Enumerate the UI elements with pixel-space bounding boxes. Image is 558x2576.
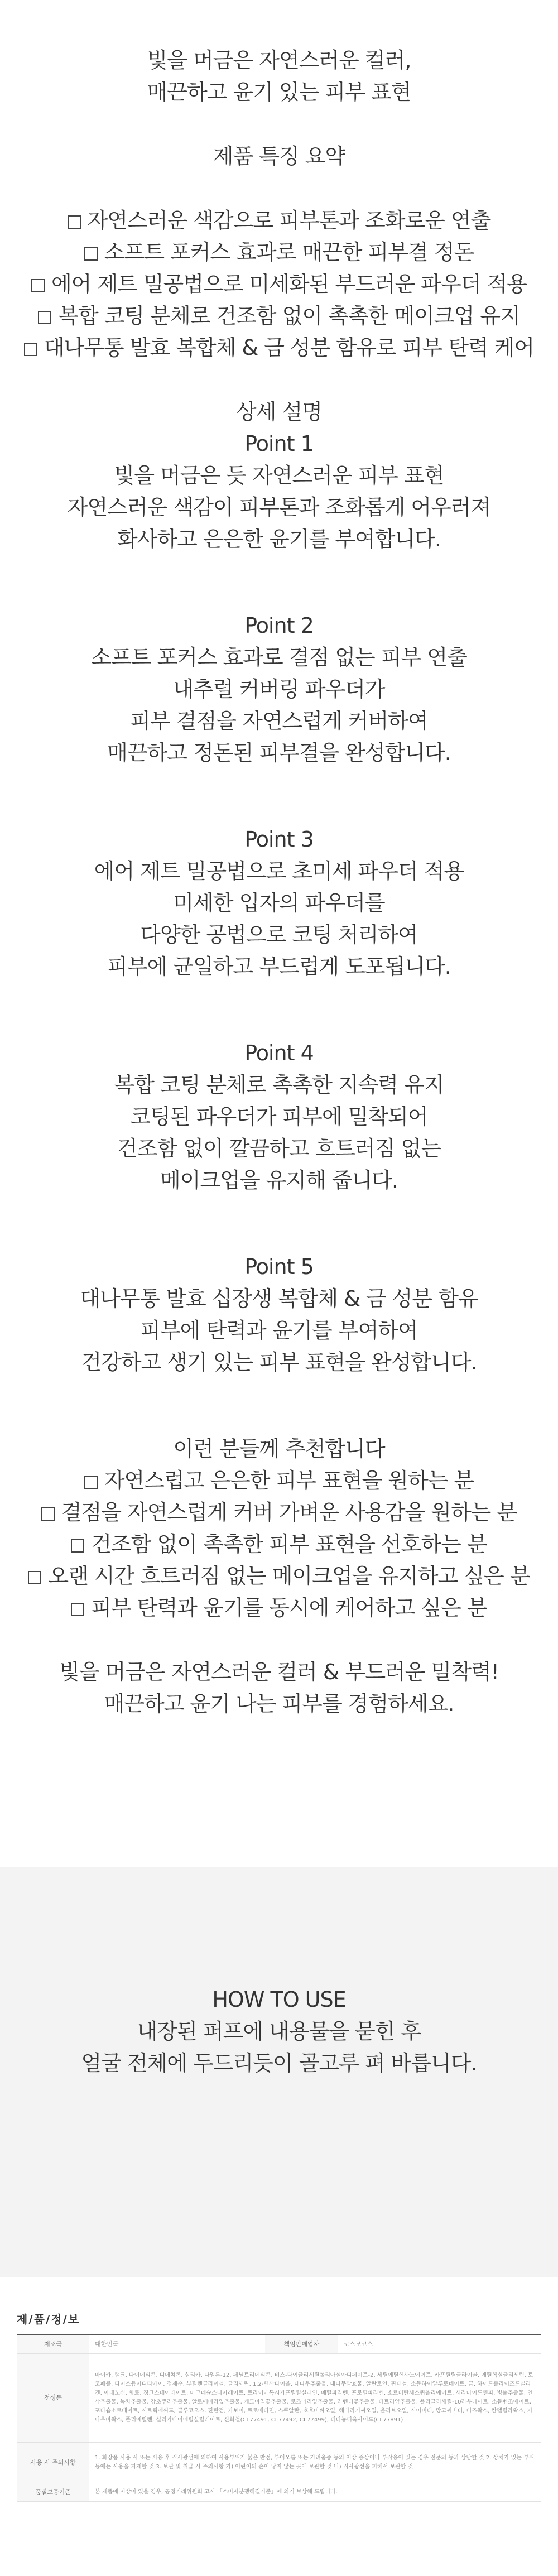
point-line: 메이크업을 유지해 줍니다. <box>160 1168 398 1193</box>
point-line: 미세한 입자의 파우더를 <box>173 891 385 915</box>
point-line: 코팅된 파우더가 피부에 밀착되어 <box>130 1104 428 1129</box>
headline-line-1: 빛을 머금은 자연스러운 컬러, <box>147 48 411 73</box>
point-line: 에어 제트 밀공법으로 초미세 파우더 적용 <box>94 859 464 883</box>
checkbox-icon <box>38 311 51 324</box>
how-to-use-line: 얼굴 전체에 두드리듯이 골고루 펴 바릅니다. <box>81 2051 477 2075</box>
table-row <box>17 2335 541 2354</box>
product-info-title: 제/품/정/보 <box>17 2313 80 2326</box>
product-info-table <box>17 2334 541 2502</box>
ingredients-value: 마이카, 탤크, 다이메티콘, 디메치콘, 실리카, 나일론-12, 페닐트리메티콘, 비스-다이글리세릴폴리아실아디페이트-2, 세틸에틸헥사노에이트, 카프릴릴글라이콜, 에틸헥실글리세린, 토코페롤, 다이소듐이디티에이, 정제수, 부틸렌글라이콜, 글리세린, 1,2-헥산다이올, 대나무추출물, 대나무발효물, 알란토인, 판테놀, 소듐하이알루로네이트, 금, 하이드롤라이즈드콜라겐, 아데노신, 향료, 징크스테아레이트, 마그네슘스테아레이트, 트라이에톡시카프릴릴실레인, 메틸파라벤, 프로필파라벤, 소르비탄세스퀴올리에이트, 세라마이드엔피, 병풀추출물, 인삼추출물, 녹차추출물, 감초뿌리추출물, 알로에베라잎추출물, 캐모마일꽃추출물, 로즈마리잎추출물, 라벤더꽃추출물, 티트리잎추출물, 폴리글리세릴-10라우레이트, 소듐벤조에이트, 포타슘소르베이트, 시트릭애씨드, 글루코오스, 잔탄검, 카보머, 트로메타민, 스쿠알란, 호호바씨오일, 해바라기씨오일, 올리브오일, 시어버터, 망고씨버터, 비즈왁스, 칸델릴라왁스, 카나우바왁스, 폴리에틸렌, 실리카다이메틸실릴레이트, 산화철(CI 77491, CI 77492, CI 77499), 티타늄디옥사이드(CI 77891) <box>89 2354 541 2443</box>
recommend-item: 결점을 자연스럽게 커버 가벼운 사용감을 원하는 분 <box>0 1497 558 1529</box>
point-line: 피부에 탄력과 윤기를 부여하여 <box>140 1318 418 1343</box>
point-line: 화사하고 은은한 윤기를 부여합니다. <box>117 527 441 551</box>
checkbox-icon <box>24 343 37 356</box>
point-line: 내추럴 커버링 파우더가 <box>173 677 385 701</box>
point-line: 복합 코팅 분체로 촉촉한 지속력 유지 <box>114 1073 444 1097</box>
standard-label: 품질보증기준 <box>17 2483 89 2502</box>
summary-item: 에어 제트 밀공법으로 미세화된 부드러운 파우더 적용 <box>0 268 558 300</box>
checkbox-icon <box>28 1571 41 1584</box>
summary-item: 소프트 포커스 효과로 매끈한 피부결 정돈 <box>0 237 558 268</box>
recommend-title: 이런 분들께 추천합니다 <box>173 1436 385 1461</box>
point-label: Point 3 <box>244 827 314 852</box>
table-row <box>17 2354 541 2443</box>
summary-item: 대나무통 발효 복합체 & 금 성분 함유로 피부 탄력 케어 <box>0 332 558 364</box>
detail-title: 상세 설명 <box>236 400 322 424</box>
checkbox-icon <box>41 1507 55 1521</box>
recommend-item: 자연스럽고 은은한 피부 표현을 원하는 분 <box>0 1465 558 1497</box>
point-line: 빛을 머금은 듯 자연스러운 피부 표현 <box>114 463 444 488</box>
seller-value: 코스모코스 <box>338 2335 541 2354</box>
point-label: Point 1 <box>244 431 314 456</box>
point-line: 소프트 포커스 효과로 결점 없는 피부 연출 <box>91 645 467 670</box>
checkbox-icon <box>31 279 45 292</box>
how-to-use-section <box>0 1867 558 2277</box>
point-line: 자연스러운 색감이 피부톤과 조화롭게 어우러져 <box>67 495 491 520</box>
point-line: 매끈하고 정돈된 피부결을 완성합니다. <box>107 741 451 765</box>
checkbox-icon <box>71 1539 84 1553</box>
headline-line-2: 매끈하고 윤기 있는 피부 표현 <box>147 80 411 104</box>
table-row <box>17 2483 541 2502</box>
origin-label: 제조국 <box>17 2335 89 2354</box>
point-label: Point 4 <box>244 1041 314 1065</box>
ingredients-label: 전성분 <box>17 2354 89 2443</box>
closing-line-1: 빛을 머금은 자연스러운 컬러 & 부드러운 밀착력! <box>59 1660 499 1684</box>
how-to-use-title: HOW TO USE <box>212 1987 346 2012</box>
checkbox-icon <box>84 247 98 261</box>
point-line: 피부 결점을 자연스럽게 커버하여 <box>130 709 428 733</box>
summary-item: 복합 코팅 분체로 건조함 없이 촉촉한 메이크업 유지 <box>0 300 558 332</box>
caution-value: 1. 화장품 사용 시 또는 사용 후 직사광선에 의하여 사용부위가 붉은 반점, 부어오름 또는 가려움증 등의 이상 증상이나 부작용이 있는 경우 전문의 등과 상담할 것 2. 상처가 있는 부위 등에는 사용을 자제할 것 3. 보관 및 취급 시 주의사항 가) 어린이의 손이 닿지 않는 곳에 보관할 것 나) 직사광선을 피해서 보관할 것 <box>89 2443 541 2483</box>
checkbox-icon <box>84 1476 98 1489</box>
standard-value: 본 제품에 이상이 있을 경우, 공정거래위원회 고시 「소비자분쟁해결기준」에 의거 보상해 드립니다. <box>89 2483 541 2502</box>
recommend-item: 피부 탄력과 윤기를 동시에 케어하고 싶은 분 <box>0 1592 558 1624</box>
closing-line-2: 매끈하고 윤기 나는 피부를 경험하세요. <box>104 1691 454 1716</box>
summary-item: 자연스러운 색감으로 피부톤과 조화로운 연출 <box>0 205 558 237</box>
point-line: 건조함 없이 깔끔하고 흐트러짐 없는 <box>117 1136 441 1161</box>
point-line: 피부에 균일하고 부드럽게 도포됩니다. <box>107 954 451 979</box>
point-line: 다양한 공법으로 코팅 처리하여 <box>140 922 418 947</box>
product-info-section <box>17 2310 541 2502</box>
caution-label: 사용 시 주의사항 <box>17 2443 89 2483</box>
recommend-item: 건조함 없이 촉촉한 피부 표현을 선호하는 분 <box>0 1529 558 1560</box>
checkbox-icon <box>71 1603 84 1616</box>
point-label: Point 5 <box>244 1255 314 1279</box>
checkbox-icon <box>68 215 81 229</box>
table-row <box>17 2443 541 2483</box>
seller-label: 책임판매업자 <box>265 2335 338 2354</box>
point-line: 건강하고 생기 있는 피부 표현을 완성합니다. <box>81 1350 477 1374</box>
summary-title: 제품 특징 요약 <box>213 144 345 169</box>
origin-value: 대한민국 <box>89 2335 265 2354</box>
point-label: Point 2 <box>244 613 314 638</box>
how-to-use-line: 내장된 퍼프에 내용물을 묻힌 후 <box>137 2019 421 2044</box>
recommend-item: 오랜 시간 흐트러짐 없는 메이크업을 유지하고 싶은 분 <box>0 1560 558 1592</box>
point-line: 대나무통 발효 십장생 복합체 & 금 성분 함유 <box>80 1286 478 1311</box>
